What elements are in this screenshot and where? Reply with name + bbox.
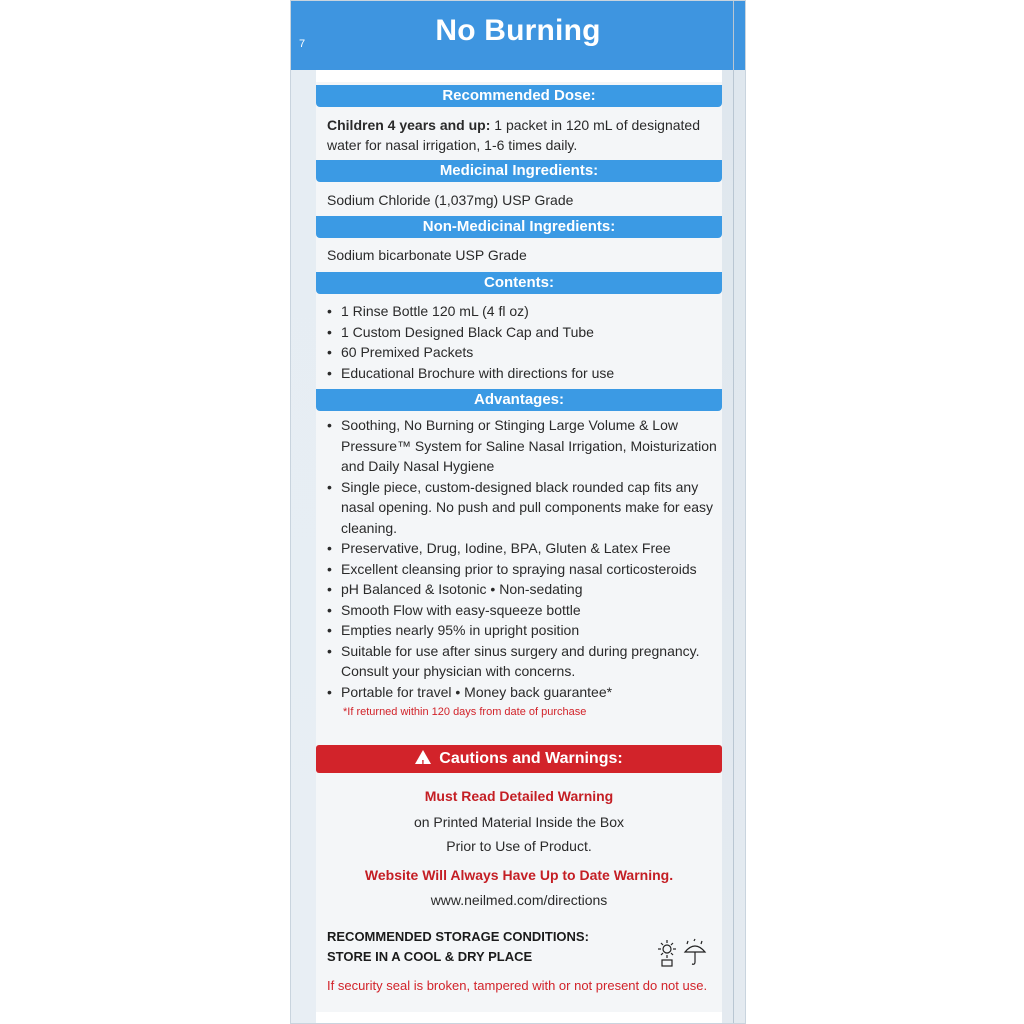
dose-line-1: 1 packet in 120 mL of designated bbox=[490, 117, 700, 133]
section-header-non-medicinal: Non-Medicinal Ingredients: bbox=[316, 216, 722, 238]
section-header-advantages: Advantages: bbox=[316, 389, 722, 411]
storage-line-1: RECOMMENDED STORAGE CONDITIONS: bbox=[327, 929, 589, 944]
caution-line-1: Must Read Detailed Warning bbox=[424, 788, 614, 804]
list-item: • Soothing, No Burning or Stinging Large Volume & Low Pressure™ System for Saline Nasal Irrigation, Moisturization and Daily Nasal Hygiene bbox=[327, 415, 722, 477]
list-item: • Educational Brochure with directions for use bbox=[327, 363, 722, 384]
caution-line-4: Website Will Always Have Up to Date Warning. bbox=[364, 867, 674, 883]
warning-triangle-icon bbox=[415, 750, 431, 764]
contents-list bbox=[327, 301, 722, 383]
umbrella-rain-icon bbox=[685, 939, 705, 964]
cautions-header-label: Cautions and Warnings: bbox=[439, 750, 623, 767]
sun-heat-icon bbox=[658, 940, 676, 966]
section-header-contents: Contents: bbox=[316, 272, 722, 294]
advantages-list bbox=[327, 415, 722, 702]
dose-line-2: water for nasal irrigation, 1-6 times daily. bbox=[327, 137, 578, 153]
caution-website: www.neilmed.com/directions bbox=[430, 892, 608, 908]
page-title: No Burning bbox=[435, 14, 601, 47]
dose-lead: Children 4 years and up: bbox=[327, 117, 491, 133]
side-mark: 7 bbox=[299, 38, 306, 50]
list-item: • 1 Custom Designed Black Cap and Tube bbox=[327, 322, 722, 343]
section-header-cautions bbox=[316, 745, 722, 773]
caution-line-3: Prior to Use of Product. bbox=[446, 838, 592, 854]
list-item: • Portable for travel • Money back guarantee* bbox=[327, 682, 722, 703]
list-item: • Single piece, custom-designed black rounded cap fits any nasal opening. No push and pull components make for easy cleaning. bbox=[327, 477, 722, 539]
section-header-medicinal: Medicinal Ingredients: bbox=[316, 160, 722, 182]
dose-text bbox=[327, 115, 717, 155]
list-item: • Excellent cleansing prior to spraying nasal corticosteroids bbox=[327, 559, 722, 580]
storage-icons bbox=[655, 938, 715, 968]
medicinal-text: Sodium Chloride (1,037mg) USP Grade bbox=[327, 192, 574, 208]
guarantee-footnote: *If returned within 120 days from date of purchase bbox=[343, 706, 587, 718]
storage-line-2: STORE IN A COOL & DRY PLACE bbox=[327, 949, 533, 964]
list-item: • Preservative, Drug, Iodine, BPA, Gluten & Latex Free bbox=[327, 538, 722, 559]
non-medicinal-text: Sodium bicarbonate USP Grade bbox=[327, 247, 527, 263]
caution-line-2: on Printed Material Inside the Box bbox=[413, 814, 625, 830]
list-item: • 1 Rinse Bottle 120 mL (4 fl oz) bbox=[327, 301, 722, 322]
security-seal-note: If security seal is broken, tampered with or not present do not use. bbox=[327, 978, 708, 993]
list-item: • 60 Premixed Packets bbox=[327, 342, 722, 363]
list-item: • Suitable for use after sinus surgery and during pregnancy. Consult your physician with concerns. bbox=[327, 641, 722, 682]
section-header-dose: Recommended Dose: bbox=[316, 85, 722, 107]
list-item: • Smooth Flow with easy-squeeze bottle bbox=[327, 600, 722, 621]
list-item: • Empties nearly 95% in upright position bbox=[327, 620, 722, 641]
list-item: • pH Balanced & Isotonic • Non-sedating bbox=[327, 579, 722, 600]
